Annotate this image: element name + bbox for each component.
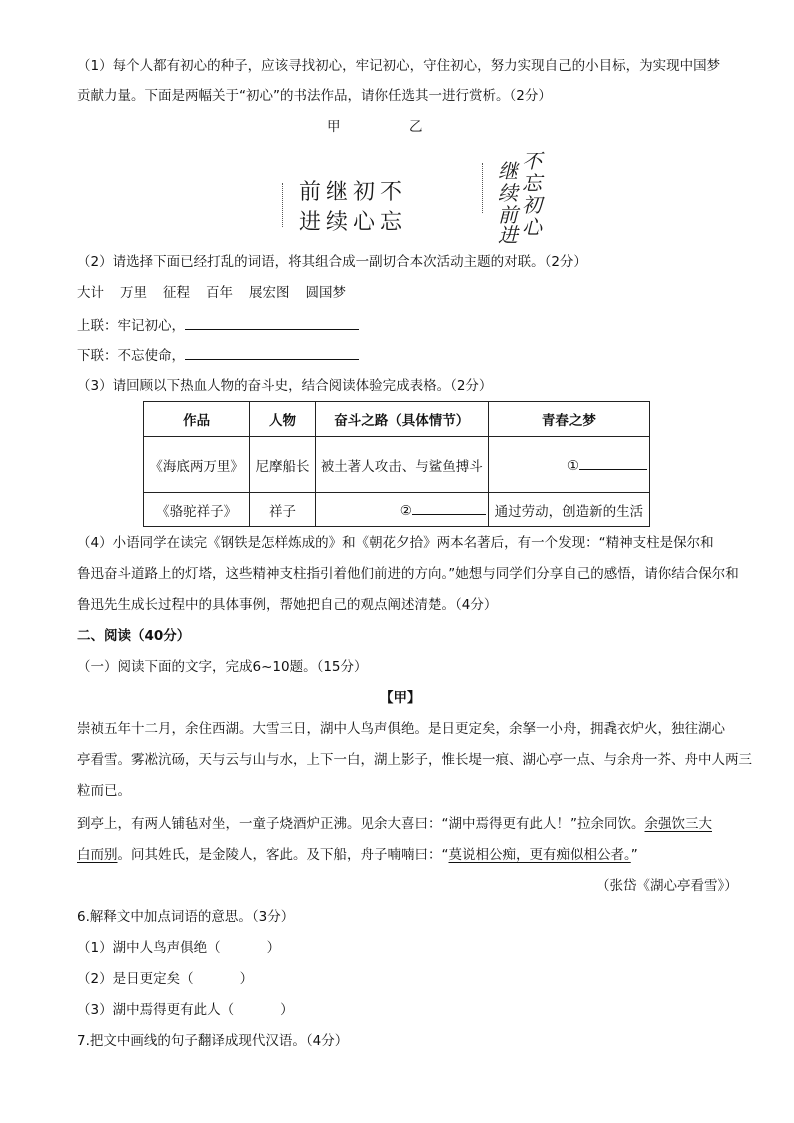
passage-source: （张岱《湖心亭看雪》） xyxy=(596,878,738,894)
q6-item2: （2）是日更定矣（ ） xyxy=(77,971,254,987)
cal-yi-c1-4: 心 xyxy=(522,215,542,239)
cal-jia-c3-1: 继 xyxy=(326,180,349,205)
cal-jia-c4-1: 前 xyxy=(299,180,322,205)
cell-work: 《海底两万里》 xyxy=(144,437,250,493)
cell-work: 《骆驼祥子》 xyxy=(144,493,250,527)
word-2: 万里 xyxy=(120,285,147,301)
q3-prompt: （3）请回顾以下热血人物的奋斗史，结合阅读体验完成表格。（2分） xyxy=(77,378,493,394)
cal-yi-c1-2: 忘 xyxy=(522,171,542,195)
q1-line2: 贡献力量。下面是两幅关于“初心”的书法作品，请你任选其一进行赏析。（2分） xyxy=(77,88,552,104)
cal-jia-c1-1: 不 xyxy=(380,180,403,205)
q2-word-bank xyxy=(77,283,346,303)
lower-label: 下联：不忘使命， xyxy=(77,348,185,364)
table-header-row xyxy=(144,402,650,437)
header-struggle: 奋斗之路（具体情节） xyxy=(315,402,488,437)
cal-yi-c1-3: 初 xyxy=(522,193,542,217)
seal-inscription-jia xyxy=(282,183,289,227)
seal-inscription-yi xyxy=(482,163,489,213)
q2-upper-couplet xyxy=(77,315,359,336)
calligraphy-yi-image xyxy=(478,143,548,247)
section2-title: 二、阅读（40分） xyxy=(77,628,191,644)
q2-prompt: （2）请选择下面已经打乱的词语，将其组合成一副切合本次活动主题的对联。（2分） xyxy=(77,254,587,270)
section2-sub: （一）阅读下面的文字，完成6~10题。（15分） xyxy=(77,659,368,675)
underlined-sentence-2: 莫说相公痴，更有痴似相公者。 xyxy=(448,847,631,863)
passage-p1-line3: 粒而已。 xyxy=(77,783,131,799)
q6-item1: （1）湖中人鸟声俱绝（ ） xyxy=(77,940,281,956)
table-row xyxy=(144,493,650,527)
cell-struggle: 被土著人攻击、与鲨鱼搏斗 xyxy=(315,437,488,493)
cal-jia-c3-2: 续 xyxy=(326,210,349,235)
cal-yi-c2-3: 前 xyxy=(498,203,518,227)
q2-lower-couplet xyxy=(77,345,359,366)
q4-line3: 鲁迅先生成长过程中的具体事例，帮她把自己的观点阐述清楚。（4分） xyxy=(77,597,498,613)
cell-dream-blank[interactable]: ① xyxy=(488,437,649,493)
cal-jia-c2-1: 初 xyxy=(353,180,376,205)
underlined-sentence-1: 余强饮三大 xyxy=(644,816,712,832)
q6-title: 6.解释文中加点词语的意思。（3分） xyxy=(77,909,295,925)
q6-item3: （3）湖中焉得更有此人（ ） xyxy=(77,1002,294,1018)
passage-p1-line1: 崇祯五年十二月，余住西湖。大雪三日，湖中人鸟声俱绝。是日更定矣，余拏一小舟，拥毳衣炉火，独往湖心 xyxy=(77,721,725,737)
cal-yi-c2-4: 进 xyxy=(498,223,518,247)
upper-answer-blank[interactable] xyxy=(185,315,359,330)
q4-line1: （4）小语同学在读完《钢铁是怎样炼成的》和《朝花夕拾》两本名著后，有一个发现：“精神支柱是保尔和 xyxy=(77,535,714,551)
cell-dream: 通过劳动，创造新的生活 xyxy=(488,493,649,527)
passage-p2-line2: 白而别。问其姓氏，是金陵人，客此。及下船，舟子喃喃曰：“莫说相公痴，更有痴似相公者。” xyxy=(77,847,638,863)
word-4: 百年 xyxy=(206,285,233,301)
upper-label: 上联：牢记初心， xyxy=(77,318,185,334)
cal-yi-c1-1: 不 xyxy=(522,149,542,173)
lower-answer-blank[interactable] xyxy=(185,345,359,360)
label-jia: 甲 xyxy=(327,119,341,135)
q1-line1: （1）每个人都有初心的种子，应该寻找初心，牢记初心，守住初心，努力实现自己的小目标，为实现中国梦 xyxy=(77,58,721,74)
cal-yi-c2-2: 续 xyxy=(498,181,518,205)
table-row xyxy=(144,437,650,493)
header-dream: 青春之梦 xyxy=(488,402,649,437)
cal-jia-c1-2: 忘 xyxy=(380,210,403,235)
word-5: 展宏图 xyxy=(249,285,290,301)
cal-jia-c4-2: 进 xyxy=(299,210,322,235)
word-6: 圆国梦 xyxy=(305,285,346,301)
underlined-sentence-1-cont: 白而别 xyxy=(77,847,118,863)
cell-character: 祥子 xyxy=(250,493,316,527)
word-3: 征程 xyxy=(163,285,190,301)
calligraphy-jia-image xyxy=(278,175,408,237)
q4-line2: 鲁迅奋斗道路上的灯塔，这些精神支柱指引着他们前进的方向。”她想与同学们分享自己的感悟，请你结合保尔和 xyxy=(77,566,739,582)
header-character: 人物 xyxy=(250,402,316,437)
cell-struggle-blank[interactable]: ② xyxy=(315,493,488,527)
word-1: 大计 xyxy=(77,285,104,301)
passage-p2-line1: 到亭上，有两人铺毡对坐，一童子烧酒炉正沸。见余大喜曰：“湖中焉得更有此人！”拉余同饮。余强饮三大 xyxy=(77,816,712,832)
label-yi: 乙 xyxy=(409,119,423,135)
q7-title: 7.把文中画线的句子翻译成现代汉语。（4分） xyxy=(77,1033,349,1049)
cal-jia-c2-2: 心 xyxy=(353,210,376,235)
passage-label: 【甲】 xyxy=(380,690,421,706)
cell-character: 尼摩船长 xyxy=(250,437,316,493)
cal-yi-c2-1: 继 xyxy=(498,159,518,183)
q3-table xyxy=(143,401,650,527)
header-work: 作品 xyxy=(144,402,250,437)
passage-p1-line2: 亭看雪。雾凇沆砀，天与云与山与水，上下一白，湖上影子，惟长堤一痕、湖心亭一点、与余舟一芥、舟中人两三 xyxy=(77,752,752,768)
